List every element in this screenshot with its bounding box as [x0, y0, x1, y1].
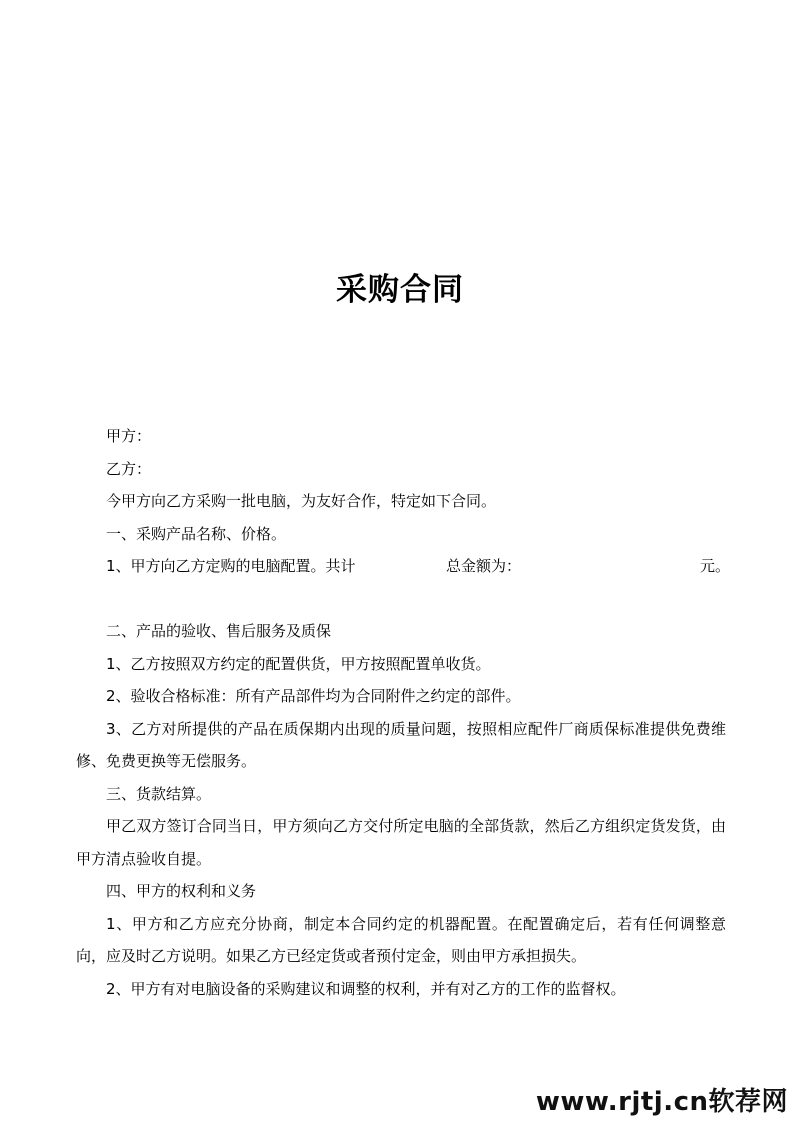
section-1-item-1	[76, 550, 731, 583]
watermark: www.rjtj.cn软荐网	[535, 1087, 788, 1117]
party-a-line: 甲方：	[106, 427, 152, 445]
section-1-heading: 一、采购产品名称、价格。	[106, 524, 287, 543]
contract-body	[76, 420, 731, 1005]
item-1-prefix: 1、甲方向乙方定购的电脑配置。共计	[106, 557, 356, 575]
document-title: 采购合同	[336, 272, 464, 308]
blank-line	[76, 583, 726, 616]
section-4-item-2: 2、甲方有对电脑设备的采购建议和调整的权利，并有对乙方的工作的监督权。	[106, 979, 626, 998]
section-2-item-1: 1、乙方按照双方约定的配置供货，甲方按照配置单收货。	[106, 654, 491, 673]
section-2-item-2: 2、验收合格标准：所有产品部件均为合同附件之约定的部件。	[106, 687, 521, 705]
total-amount-label: 总金额为：	[446, 557, 522, 575]
section-2-item-3: 3、乙方对所提供的产品在质保期内出现的质量问题，按照相应配件厂商质保标准提供免费维修、免费更换等无偿服务。	[76, 719, 726, 770]
intro-paragraph: 今甲方向乙方采购一批电脑，为友好合作，特定如下合同。	[106, 492, 497, 510]
section-3-text: 甲乙双方签订合同当日，甲方须向乙方交付所定电脑的全部货款，然后乙方组织定货发货，由甲方清点验收自提。	[76, 817, 726, 868]
section-4-heading: 四、甲方的权利和义务	[106, 882, 257, 900]
currency-unit: 元。	[700, 557, 731, 575]
section-4-item-1: 1、甲方和乙方应充分协商，制定本合同约定的机器配置。在配置确定后，若有任何调整意向，应及时乙方说明。如果乙方已经定货或者预付定金，则由甲方承担损失。	[76, 914, 726, 965]
section-2-heading: 二、产品的验收、售后服务及质保	[106, 622, 332, 640]
party-b-line: 乙方：	[106, 459, 152, 478]
section-3-heading: 三、货款结算。	[106, 784, 212, 803]
